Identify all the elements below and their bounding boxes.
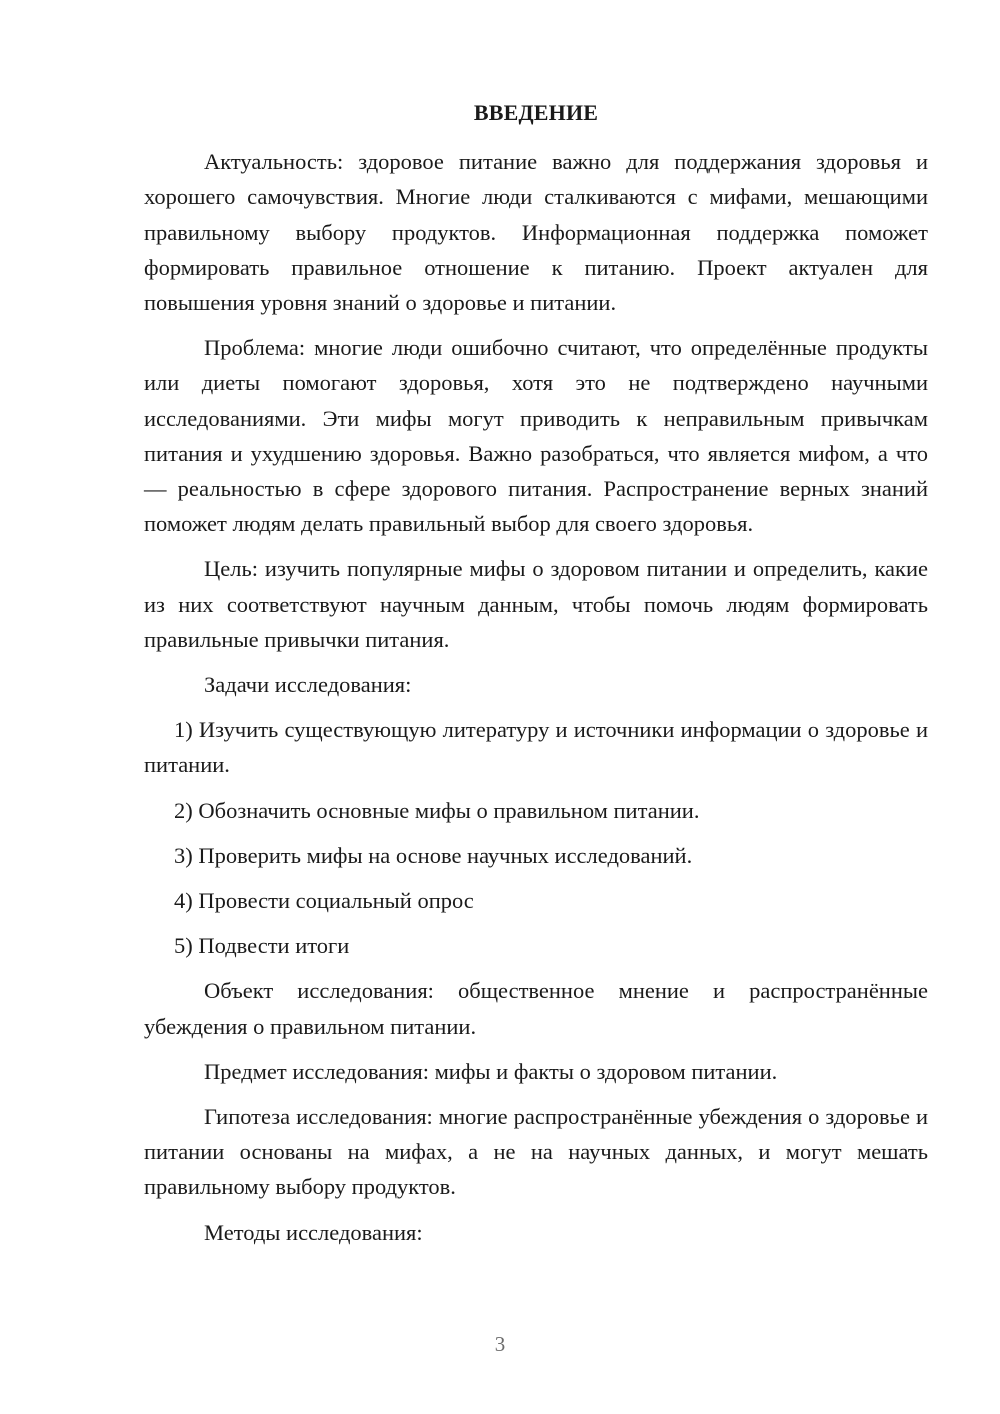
document-page: [144, 95, 928, 1260]
task-item: 1) Изучить существующую литературу и источники информации о здоровье и питании.: [144, 717, 928, 778]
page-number: 3: [494, 1332, 506, 1356]
tasks-list: [144, 712, 928, 963]
goal-paragraph: Цель: изучить популярные мифы о здоровом питании и определить, какие из них соответствуют научным данным, чтобы помочь людям формировать правильные привычки питания.: [144, 556, 928, 652]
task-item: 4) Провести социальный опрос: [174, 888, 474, 914]
object-paragraph: Объект исследования: общественное мнение и распространённые убеждения о правильном питании.: [144, 978, 928, 1039]
section-title: ВВЕДЕНИЕ: [473, 100, 599, 125]
tasks-heading: Задачи исследования:: [204, 672, 412, 698]
task-item: 3) Проверить мифы на основе научных исследований.: [174, 842, 693, 868]
problem-paragraph: Проблема: многие люди ошибочно считают, что определённые продукты или диеты помогают здоровья, хотя это не подтверждено научными исследованиями. Эти мифы могут приводить к неправильным привычкам питания и ухудшению здоровья. Важно разобраться, что является мифом, а что — реальностью в сфере здорового питания. Распространение верных знаний поможет людям делать правильный выбор для своего здоровья.: [144, 335, 928, 537]
methods-heading: Методы исследования:: [204, 1219, 423, 1245]
relevance-paragraph: Актуальность: здоровое питание важно для поддержания здоровья и хорошего самочувствия. Многие люди сталкиваются с мифами, мешающими правильному выбору продуктов. Информационная поддержка поможет формировать правильное отношение к питанию. Проект актуален для повышения уровня знаний о здоровье и питании.: [144, 149, 928, 316]
task-item: 5) Подвести итоги: [174, 933, 350, 959]
hypothesis-paragraph: Гипотеза исследования: многие распространённые убеждения о здоровье и питании основаны на мифах, а не на научных данных, и могут мешать правильному выбору продуктов.: [144, 1104, 928, 1200]
task-item: 2) Обозначить основные мифы о правильном питании.: [174, 797, 700, 823]
subject-paragraph: Предмет исследования: мифы и факты о здоровом питании.: [204, 1058, 778, 1084]
